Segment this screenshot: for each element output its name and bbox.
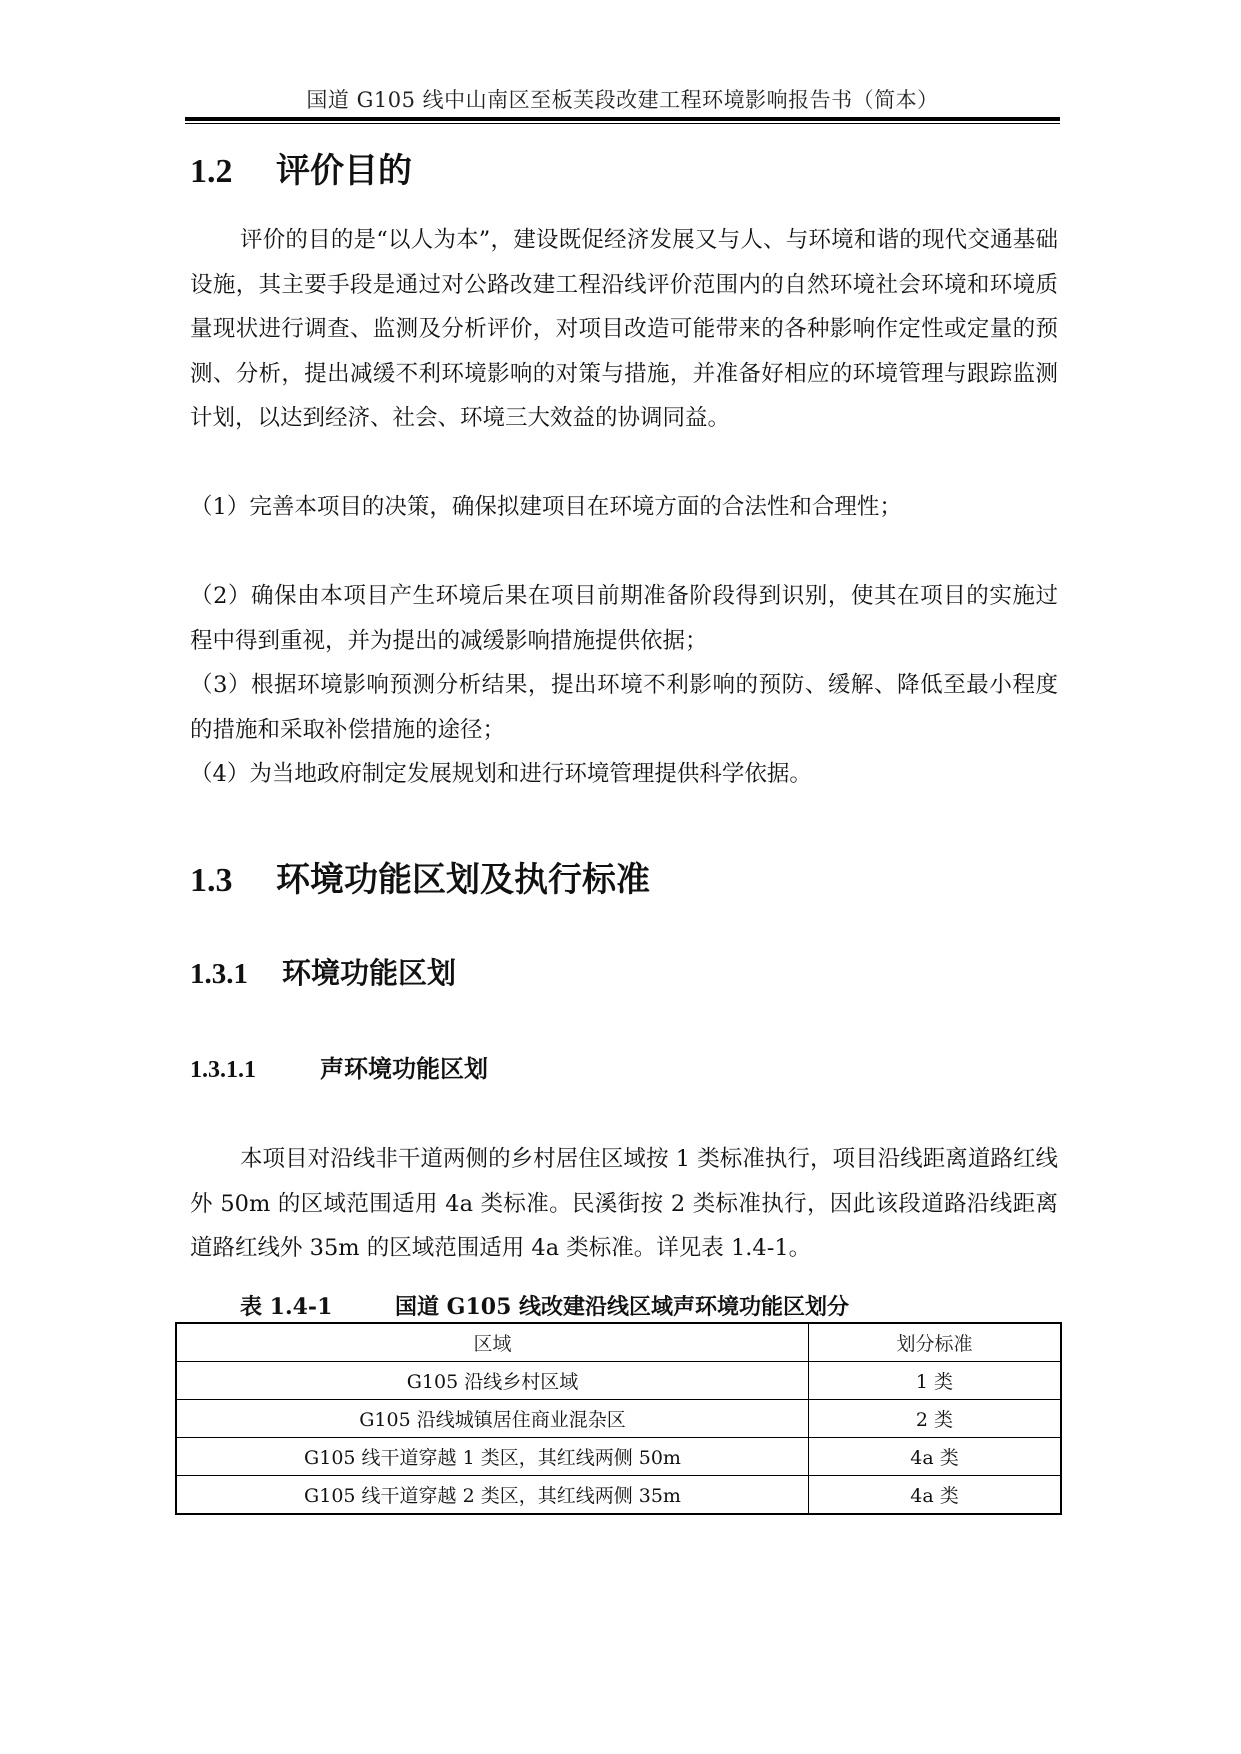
section-title: 环境功能区划 bbox=[282, 956, 457, 990]
table-cell-standard: 2 类 bbox=[809, 1400, 1062, 1438]
table-cell-standard: 4a 类 bbox=[809, 1476, 1062, 1515]
purpose-item-2: （2）确保由本项目产生环境后果在项目前期准备阶段得到识别，使其在项目的实施过程中得到重视，并为提出的减缓影响措施提供依据； bbox=[190, 583, 1058, 654]
section-title: 环境功能区划及执行标准 bbox=[276, 860, 650, 900]
table-number: 表 1.4-1 bbox=[240, 1294, 333, 1320]
purpose-item-3: （3）根据环境影响预测分析结果，提出环境不利影响的预防、缓解、降低至最小程度的措施和采取补偿措施的途径； bbox=[190, 672, 1058, 743]
table-cell-standard: 1 类 bbox=[809, 1362, 1062, 1400]
table-cell-region: G105 沿线乡村区域 bbox=[176, 1362, 809, 1400]
section-number: 1.2 bbox=[190, 153, 233, 190]
page-header: 国道 G105 线中山南区至板芙段改建工程环境影响报告书（简本） bbox=[306, 88, 939, 112]
section-title: 评价目的 bbox=[276, 151, 412, 191]
header-rule-thick bbox=[185, 117, 1060, 121]
table-cell-region: G105 线干道穿越 2 类区，其红线两侧 35m bbox=[176, 1476, 809, 1515]
table-header-row bbox=[176, 1323, 1061, 1362]
table-title: 国道 G105 线改建沿线区域声环境功能区划分 bbox=[395, 1294, 850, 1320]
column-header-standard: 划分标准 bbox=[809, 1323, 1062, 1362]
section-number: 1.3 bbox=[190, 862, 233, 899]
table-row bbox=[176, 1362, 1061, 1400]
section-heading-1-3-1-1 bbox=[190, 1049, 488, 1084]
section-heading-1-3 bbox=[190, 852, 650, 901]
table-row bbox=[176, 1438, 1061, 1476]
section-number: 1.3.1.1 bbox=[190, 1057, 256, 1083]
table-row bbox=[176, 1476, 1061, 1515]
purpose-item-1: （1）完善本项目的决策，确保拟建项目在环境方面的合法性和合理性； bbox=[190, 494, 902, 520]
table-cell-standard: 4a 类 bbox=[809, 1438, 1062, 1476]
section-heading-1-3-1 bbox=[190, 951, 456, 992]
purpose-paragraph: 评价的目的是“以人为本”，建设既促经济发展又与人、与环境和谐的现代交通基础设施，其主要手段是通过对公路改建工程沿线评价范围内的自然环境社会环境和环境质量现状进行调查、监测及分析评价，对项目改造可能带来的各种影响作定性或定量的预测、分析，提出减缓不利环境影响的对策与措施，并准备好相应的环境管理与跟踪监测计划，以达到经济、社会、环境三大效益的协调同益。 bbox=[190, 227, 1058, 431]
zone-table bbox=[175, 1322, 1062, 1515]
table-caption bbox=[240, 1290, 849, 1321]
section-heading-1-2 bbox=[190, 143, 412, 192]
header-rule-thin bbox=[185, 123, 1060, 124]
section-number: 1.3.1 bbox=[190, 958, 248, 990]
section-title: 声环境功能区划 bbox=[320, 1055, 488, 1083]
noise-zoning-paragraph: 本项目对沿线非干道两侧的乡村居住区域按 1 类标准执行，项目沿线距离道路红线外 50m 的区域范围适用 4a 类标准。民溪街按 2 类标准执行，因此该段道路沿线距离道路红线外 35m 的区域范围适用 4a 类标准。详见表 1.4-1。 bbox=[190, 1146, 1058, 1261]
column-header-region: 区域 bbox=[176, 1323, 809, 1362]
purpose-item-4: （4）为当地政府制定发展规划和进行环境管理提供科学依据。 bbox=[190, 761, 812, 787]
table-cell-region: G105 线干道穿越 1 类区，其红线两侧 50m bbox=[176, 1438, 809, 1476]
table-row bbox=[176, 1400, 1061, 1438]
table-cell-region: G105 沿线城镇居住商业混杂区 bbox=[176, 1400, 809, 1438]
